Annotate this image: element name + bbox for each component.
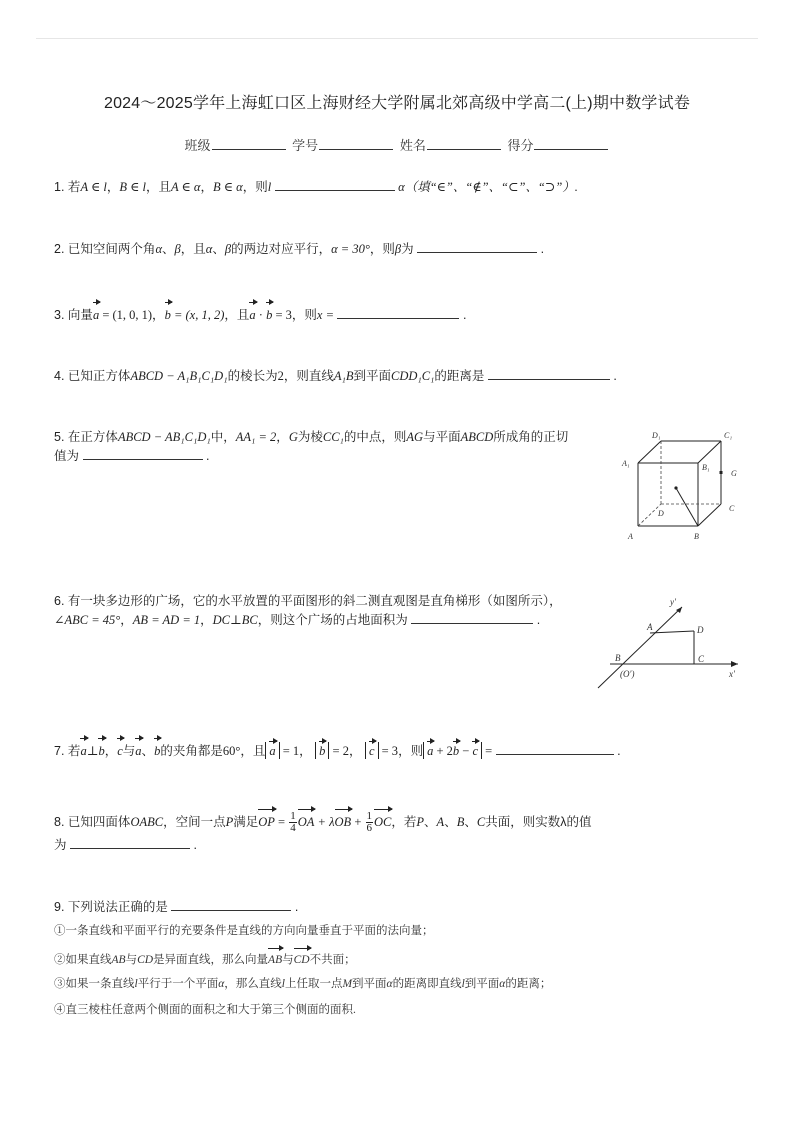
math-expr: A ∈ l	[80, 180, 107, 194]
math-expr: =	[482, 744, 493, 758]
math-expr: l	[267, 180, 272, 194]
question-text: 已知空间两个角	[67, 242, 156, 256]
question-text: 为棱	[297, 430, 323, 444]
name-field-label: 姓名	[399, 138, 426, 153]
statement-3	[54, 975, 551, 993]
question-1	[54, 177, 578, 198]
math-expr: AA₁ = 2	[235, 430, 277, 444]
math-expr: CD	[137, 954, 154, 966]
answer-blank-5[interactable]	[83, 448, 203, 460]
math-expr: B ∈ α	[212, 180, 243, 194]
abs-a	[265, 742, 279, 759]
vector-op: OP	[258, 810, 275, 833]
question-text: ，则这个广场的占地面积为	[257, 613, 408, 627]
trapezoid-label-b: B	[615, 653, 621, 663]
vector-c: c	[472, 744, 479, 758]
answer-blank-3[interactable]	[337, 307, 459, 319]
math-expr: B	[456, 815, 465, 829]
question-text: 、	[444, 815, 457, 829]
vector-a: a	[135, 739, 141, 762]
question-text: .	[613, 369, 617, 383]
midpoint-g-marker	[720, 471, 723, 474]
question-text: 中，	[210, 430, 236, 444]
statement-text: 的距离即直线	[392, 978, 462, 990]
question-number: 4.	[54, 369, 65, 383]
statement-text: ，那么直线	[224, 978, 282, 990]
numerator: 1	[366, 810, 372, 823]
question-text: .	[536, 613, 541, 627]
math-expr: l	[281, 978, 285, 990]
question-text: 所成角的正切	[493, 430, 569, 444]
math-expr: −	[459, 744, 473, 758]
exam-title: 2024～2025学年上海虹口区上海财经大学附属北郊高级中学高二(上)期中数学试卷	[103, 95, 691, 112]
answer-blank-7[interactable]	[496, 743, 614, 755]
math-expr: DC⊥BC	[212, 613, 258, 627]
math-expr: ABCD − AB₁C₁D₁	[117, 430, 211, 444]
vector-c: c	[117, 739, 123, 762]
answer-blank-9[interactable]	[171, 899, 291, 911]
vector-a: a	[269, 744, 276, 758]
question-number: 9.	[54, 900, 65, 914]
vector-b: b	[154, 739, 160, 762]
question-text: 与	[122, 744, 136, 758]
statement-text: ①一条直线和平面平行的充要条件是直线的方向向量垂直于平面的法向量；	[54, 925, 434, 937]
math-expr: P	[225, 815, 234, 829]
top-divider	[36, 38, 758, 39]
math-expr: l	[461, 978, 465, 990]
question-text: ，则	[242, 180, 268, 194]
question-text: ，若	[391, 815, 417, 829]
question-text: .	[540, 242, 545, 256]
question-number: 7.	[54, 744, 65, 758]
statement-text: 不共面；	[309, 954, 356, 966]
question-text: ，则	[398, 744, 424, 758]
question-8-line-2	[54, 835, 197, 856]
question-2	[54, 239, 544, 260]
statement-text: 到平面	[464, 978, 500, 990]
math-expr: x =	[316, 308, 334, 322]
answer-blank-8[interactable]	[70, 837, 190, 849]
math-expr: B ∈ l	[119, 180, 146, 194]
question-number: 8.	[54, 815, 65, 829]
question-text: ，且	[180, 242, 206, 256]
question-text: 有一块多边形的广场，它的水平放置的平面图形的斜二测直观图是直角梯形（如图所示），	[67, 594, 562, 608]
question-text: 向量	[67, 308, 93, 322]
math-expr: + λ	[314, 815, 335, 829]
math-expr: M	[342, 978, 353, 990]
question-text: ，且	[224, 308, 250, 322]
question-4	[54, 366, 617, 387]
question-text: ，则直线	[283, 369, 334, 383]
question-text: .	[193, 838, 197, 852]
question-text: 、	[464, 815, 477, 829]
question-text: ，	[276, 430, 289, 444]
math-expr: +	[351, 815, 365, 829]
score-blank[interactable]	[534, 137, 608, 150]
question-text: ，且	[240, 744, 266, 758]
vector-b: b	[319, 744, 326, 758]
origin-label-o-prime: (O′)	[620, 669, 635, 679]
student-id-field-label: 学号	[292, 138, 319, 153]
math-expr: AB = AD = 1	[132, 613, 201, 627]
axis-label-x-prime: x′	[729, 669, 735, 679]
statement-text: ④直三棱柱任意两个侧面的面积之和大于第三个侧面的面积.	[54, 1004, 356, 1016]
cube-label-a1: A₁	[622, 459, 630, 468]
math-expr: ABCD	[460, 430, 494, 444]
vector-b: b	[452, 744, 460, 758]
question-text: 若	[67, 744, 81, 758]
denominator: 6	[366, 822, 372, 835]
question-text: 的距离是	[434, 369, 485, 383]
question-text: .	[294, 900, 299, 914]
answer-blank-4[interactable]	[488, 368, 610, 380]
math-expr: α	[218, 978, 225, 990]
question-8	[54, 810, 591, 834]
math-expr: A₁B	[333, 369, 354, 383]
question-text: ，	[200, 180, 213, 194]
cube-label-g: G	[731, 469, 737, 478]
math-expr: AG	[406, 430, 424, 444]
trapezoid-label-d: D	[697, 625, 704, 635]
vector-ob: OB	[335, 810, 352, 833]
statement-2	[54, 949, 356, 969]
statement-text: 与	[282, 954, 294, 966]
oblique-trapezoid-figure	[590, 593, 750, 693]
question-5	[54, 427, 568, 448]
math-expr: ⊥	[86, 744, 99, 758]
question-9	[54, 897, 298, 918]
question-number: 1.	[54, 180, 65, 194]
question-text: ，	[120, 613, 133, 627]
vector-c: c	[368, 744, 375, 758]
question-5-line-2	[54, 446, 209, 467]
vector-b: b	[266, 303, 272, 326]
cube-label-a: A	[628, 532, 633, 541]
statement-4	[54, 1001, 356, 1019]
trapezoid-label-a: A	[647, 622, 653, 632]
math-expr: C	[476, 815, 486, 829]
abs-b	[315, 742, 329, 759]
question-text: 、	[162, 242, 175, 256]
statement-text: 的距离；	[505, 978, 552, 990]
vector-a: a	[427, 744, 434, 758]
question-text: 为	[54, 838, 67, 852]
statement-text: 上任取一点	[284, 978, 343, 990]
question-text: 的夹角都是	[160, 744, 223, 758]
math-expr: α	[499, 978, 506, 990]
statement-text: 到平面	[352, 978, 387, 990]
math-expr: 60°	[222, 744, 241, 758]
answer-blank-2[interactable]	[417, 241, 537, 253]
question-text: ，空间一点	[163, 815, 226, 829]
answer-blank-1[interactable]	[275, 179, 395, 191]
denominator: 4	[290, 822, 296, 835]
math-expr: β	[394, 242, 402, 256]
math-expr: A ∈ α	[170, 180, 201, 194]
name-blank[interactable]	[427, 137, 501, 150]
question-text: 在正方体	[67, 430, 118, 444]
student-info-row	[0, 135, 794, 154]
question-7	[54, 739, 621, 762]
question-text: .	[617, 744, 621, 758]
question-text: 满足	[233, 815, 259, 829]
statement-1	[54, 922, 434, 940]
question-text: 的两边对应平行，	[231, 242, 332, 256]
math-expr: = 3	[272, 308, 292, 322]
question-6	[54, 591, 562, 612]
question-text: 、	[424, 815, 437, 829]
question-text: 到平面	[353, 369, 391, 383]
vector-cd: CD	[294, 949, 310, 969]
question-text: .	[462, 308, 467, 322]
statement-text: 与	[125, 954, 138, 966]
question-text: 已知正方体	[67, 369, 131, 383]
cube-label-b1: B₁	[702, 463, 710, 472]
vector-oa: OA	[298, 810, 315, 833]
question-text: .	[205, 449, 210, 463]
vector-ab: AB	[268, 949, 282, 969]
cube-label-c: C	[729, 504, 735, 513]
math-expr: + 2	[433, 744, 453, 758]
math-expr: CC₁	[322, 430, 344, 444]
question-6-line-2	[54, 610, 540, 631]
question-text: ，则	[369, 242, 395, 256]
abs-c	[365, 742, 379, 759]
trapezoid-label-c: C	[698, 654, 705, 664]
math-expr: AB	[111, 954, 126, 966]
math-expr: G	[288, 430, 298, 444]
math-expr: ABCD − A₁B₁C₁D₁	[130, 369, 228, 383]
question-text: ，	[200, 613, 213, 627]
question-text: 、	[141, 744, 155, 758]
answer-blank-6[interactable]	[411, 612, 533, 624]
question-text: 与平面	[423, 430, 461, 444]
vector-b: b	[165, 303, 171, 326]
math-expr: α = 30°	[331, 242, 370, 256]
question-text: 已知四面体	[67, 815, 131, 829]
vector-oc: OC	[374, 810, 391, 833]
math-expr: = (x, 1, 2)	[170, 308, 225, 322]
question-text: 为	[401, 242, 414, 256]
question-text: α（填“∈”、“∉”、“⊂”、“⊃”）.	[398, 180, 578, 194]
class-field-label: 班级	[184, 138, 211, 153]
question-text: ，且	[145, 180, 171, 194]
question-text: 的棱长为	[227, 369, 278, 383]
question-number: 3.	[54, 308, 65, 322]
question-number: 2.	[54, 242, 65, 256]
question-number: 5.	[54, 430, 65, 444]
vector-b: b	[98, 739, 104, 762]
math-expr: CDD₁C₁	[390, 369, 435, 383]
math-expr: OABC	[130, 815, 164, 829]
question-text: 值为	[54, 449, 80, 463]
statement-text: ③如果一条直线	[54, 978, 135, 990]
question-text: ，则	[291, 308, 317, 322]
cube-label-d: D	[658, 509, 664, 518]
vector-a: a	[93, 303, 99, 326]
question-number: 6.	[54, 594, 65, 608]
question-text: ，	[104, 744, 118, 758]
math-expr: 2	[277, 369, 284, 383]
question-3	[54, 303, 466, 326]
math-expr: P	[416, 815, 425, 829]
cube-figure	[618, 428, 748, 546]
question-text: 、	[212, 242, 225, 256]
math-expr: α	[155, 242, 162, 256]
axis-label-y-prime: y′	[670, 597, 676, 607]
math-expr: = 1，	[279, 744, 312, 758]
question-text: 若	[67, 180, 81, 194]
class-blank[interactable]	[212, 137, 286, 150]
cube-label-b: B	[694, 532, 699, 541]
fraction-one-quarter	[289, 811, 297, 834]
question-text: 下列说法正确的是	[67, 900, 168, 914]
vector-a: a	[249, 303, 255, 326]
cube-label-c1: C₁	[724, 431, 733, 440]
question-text: 共面，则实数λ的值	[485, 815, 592, 829]
cube-label-d1: D₁	[652, 431, 661, 440]
score-field-label: 得分	[507, 138, 534, 153]
math-expr: = (1, 0, 1)，	[99, 308, 165, 322]
question-text: ，	[106, 180, 120, 194]
math-expr: l	[134, 978, 138, 990]
math-expr: ∠ABC = 45°	[54, 613, 121, 627]
math-expr: ·	[255, 308, 267, 322]
vector-a: a	[80, 739, 86, 762]
math-expr: =	[274, 815, 289, 829]
abs-combination	[423, 742, 482, 759]
math-expr: α	[205, 242, 213, 256]
statement-text: ②如果直线	[54, 954, 112, 966]
statement-text: 平行于一个平面	[137, 978, 219, 990]
math-expr: β	[224, 242, 232, 256]
statement-text: 是异面直线，那么向量	[153, 954, 269, 966]
math-expr: α	[386, 978, 393, 990]
math-expr: = 3	[378, 744, 399, 758]
student-id-blank[interactable]	[319, 137, 393, 150]
math-expr: A	[436, 815, 445, 829]
math-expr: = 2，	[329, 744, 362, 758]
question-text: 的中点，则	[343, 430, 407, 444]
numerator: 1	[290, 810, 296, 823]
math-expr: β	[174, 242, 181, 256]
fraction-one-sixth	[366, 811, 374, 834]
